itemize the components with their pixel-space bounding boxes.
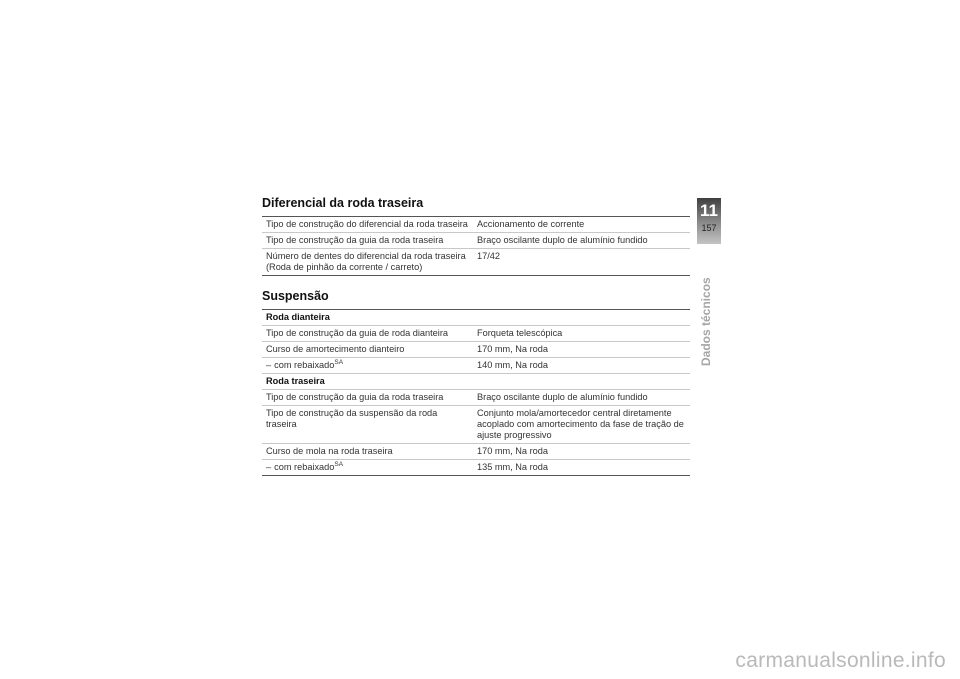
option-marker: SA — [334, 358, 344, 366]
chapter-side-label: Dados técnicos — [699, 277, 713, 366]
section-title-suspension: Suspensão — [262, 289, 329, 303]
spec-value: Braço oscilante duplo de alumínio fundido — [473, 233, 690, 249]
spec-label: Curso de mola na roda traseira — [262, 444, 473, 460]
spec-value: Accionamento de corrente — [473, 217, 690, 233]
subheading-row — [262, 374, 690, 390]
table-row — [262, 358, 690, 374]
spec-label: Curso de amortecimento dianteiro — [262, 342, 473, 358]
spec-label: Número de dentes do diferencial da roda traseira (Roda de pinhão da corrente / carreto) — [262, 249, 473, 276]
table-row — [262, 233, 690, 249]
spec-label: Tipo de construção da guia da roda traseira — [262, 390, 473, 406]
lowered-label: com rebaixado — [274, 462, 335, 472]
table-row — [262, 217, 690, 233]
table-row — [262, 249, 690, 276]
chapter-number: 11 — [700, 201, 718, 220]
spec-value: Forqueta telescópica — [473, 326, 690, 342]
spec-label — [262, 460, 473, 476]
table-row — [262, 444, 690, 460]
subheading-rear-wheel: Roda traseira — [262, 374, 690, 390]
subheading-row — [262, 310, 690, 326]
table-row — [262, 326, 690, 342]
rear-differential-table — [262, 216, 690, 276]
spec-value: 17/42 — [473, 249, 690, 276]
table-row — [262, 406, 690, 444]
spec-value: 170 mm, Na roda — [473, 342, 690, 358]
spec-label: Tipo de construção do diferencial da roda traseira — [262, 217, 473, 233]
option-marker: SA — [334, 460, 344, 468]
table-row — [262, 460, 690, 476]
subheading-front-wheel: Roda dianteira — [262, 310, 690, 326]
chapter-tab — [697, 198, 721, 244]
spec-label — [262, 358, 473, 374]
watermark: carmanualsonline.info — [735, 649, 946, 672]
spec-label: Tipo de construção da guia de roda dianteira — [262, 326, 473, 342]
table-row — [262, 390, 690, 406]
table-row — [262, 342, 690, 358]
lowered-label: com rebaixado — [274, 360, 335, 370]
spec-value: 140 mm, Na roda — [473, 358, 690, 374]
page-number: 157 — [701, 223, 717, 233]
spec-value: Conjunto mola/amortecedor central diretamente acoplado com amortecimento da fase de tração de ajuste progressivo — [473, 406, 690, 444]
section-title-rear-differential: Diferencial da roda traseira — [262, 196, 424, 210]
spec-value: 135 mm, Na roda — [473, 460, 690, 476]
spec-value: Braço oscilante duplo de alumínio fundido — [473, 390, 690, 406]
spec-value: 170 mm, Na roda — [473, 444, 690, 460]
dash-icon: – — [266, 360, 272, 370]
content — [262, 196, 690, 476]
dash-icon: – — [266, 462, 272, 472]
suspension-table — [262, 309, 690, 476]
spec-label: Tipo de construção da guia da roda traseira — [262, 233, 473, 249]
spec-label: Tipo de construção da suspensão da roda traseira — [262, 406, 473, 444]
